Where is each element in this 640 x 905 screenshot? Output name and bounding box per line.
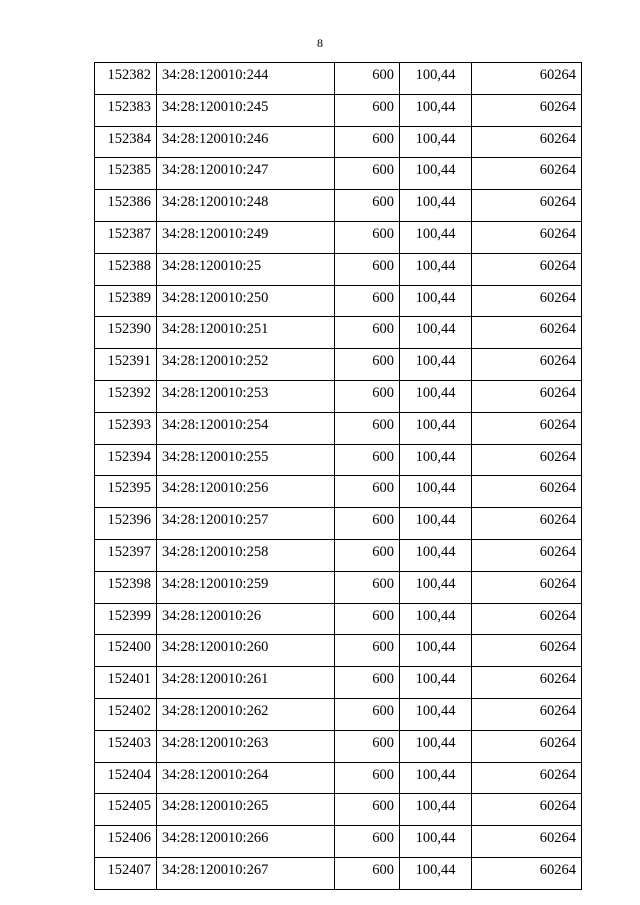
table-row xyxy=(95,317,582,349)
cell-price: 100,44 xyxy=(400,253,472,285)
cell-cadastral-number: 34:28:120010:246 xyxy=(157,126,335,158)
cell-total: 60264 xyxy=(472,349,582,381)
cell-record-id: 152402 xyxy=(95,698,157,730)
cell-total: 60264 xyxy=(472,635,582,667)
cell-price: 100,44 xyxy=(400,508,472,540)
table-row xyxy=(95,635,582,667)
cell-price: 100,44 xyxy=(400,698,472,730)
cell-area: 600 xyxy=(335,508,400,540)
cell-total: 60264 xyxy=(472,63,582,95)
cell-total: 60264 xyxy=(472,221,582,253)
cell-total: 60264 xyxy=(472,794,582,826)
table-row xyxy=(95,730,582,762)
cell-area: 600 xyxy=(335,635,400,667)
cell-cadastral-number: 34:28:120010:256 xyxy=(157,476,335,508)
cell-record-id: 152391 xyxy=(95,349,157,381)
cell-area: 600 xyxy=(335,762,400,794)
cell-area: 600 xyxy=(335,571,400,603)
cell-area: 600 xyxy=(335,826,400,858)
cell-total: 60264 xyxy=(472,476,582,508)
cell-record-id: 152385 xyxy=(95,158,157,190)
table-body xyxy=(95,63,582,890)
cell-price: 100,44 xyxy=(400,285,472,317)
cell-record-id: 152400 xyxy=(95,635,157,667)
cell-area: 600 xyxy=(335,539,400,571)
cell-total: 60264 xyxy=(472,539,582,571)
table-row xyxy=(95,571,582,603)
cell-record-id: 152396 xyxy=(95,508,157,540)
table-row xyxy=(95,94,582,126)
cell-area: 600 xyxy=(335,349,400,381)
cell-total: 60264 xyxy=(472,285,582,317)
table-row xyxy=(95,126,582,158)
cell-record-id: 152387 xyxy=(95,221,157,253)
cell-area: 600 xyxy=(335,126,400,158)
cell-cadastral-number: 34:28:120010:265 xyxy=(157,794,335,826)
cell-price: 100,44 xyxy=(400,667,472,699)
cell-price: 100,44 xyxy=(400,603,472,635)
cell-cadastral-number: 34:28:120010:257 xyxy=(157,508,335,540)
cell-area: 600 xyxy=(335,603,400,635)
cell-record-id: 152399 xyxy=(95,603,157,635)
cell-record-id: 152386 xyxy=(95,190,157,222)
cell-area: 600 xyxy=(335,444,400,476)
cell-record-id: 152389 xyxy=(95,285,157,317)
cell-cadastral-number: 34:28:120010:266 xyxy=(157,826,335,858)
cell-cadastral-number: 34:28:120010:258 xyxy=(157,539,335,571)
cell-area: 600 xyxy=(335,63,400,95)
cell-price: 100,44 xyxy=(400,221,472,253)
cell-area: 600 xyxy=(335,794,400,826)
table-row xyxy=(95,221,582,253)
cell-area: 600 xyxy=(335,317,400,349)
cell-cadastral-number: 34:28:120010:244 xyxy=(157,63,335,95)
table-row xyxy=(95,253,582,285)
table-row xyxy=(95,539,582,571)
cell-total: 60264 xyxy=(472,857,582,889)
cell-area: 600 xyxy=(335,285,400,317)
cell-price: 100,44 xyxy=(400,857,472,889)
cell-cadastral-number: 34:28:120010:254 xyxy=(157,412,335,444)
cell-price: 100,44 xyxy=(400,826,472,858)
cell-area: 600 xyxy=(335,221,400,253)
cell-cadastral-number: 34:28:120010:245 xyxy=(157,94,335,126)
cell-record-id: 152395 xyxy=(95,476,157,508)
cell-cadastral-number: 34:28:120010:267 xyxy=(157,857,335,889)
cell-total: 60264 xyxy=(472,698,582,730)
cell-price: 100,44 xyxy=(400,94,472,126)
table-row xyxy=(95,508,582,540)
cell-cadastral-number: 34:28:120010:264 xyxy=(157,762,335,794)
table-row xyxy=(95,190,582,222)
cell-price: 100,44 xyxy=(400,190,472,222)
cell-cadastral-number: 34:28:120010:259 xyxy=(157,571,335,603)
cell-total: 60264 xyxy=(472,826,582,858)
cell-cadastral-number: 34:28:120010:248 xyxy=(157,190,335,222)
cell-area: 600 xyxy=(335,253,400,285)
cell-total: 60264 xyxy=(472,253,582,285)
cell-cadastral-number: 34:28:120010:260 xyxy=(157,635,335,667)
cell-record-id: 152403 xyxy=(95,730,157,762)
cell-record-id: 152394 xyxy=(95,444,157,476)
cell-total: 60264 xyxy=(472,444,582,476)
table-row xyxy=(95,444,582,476)
cell-cadastral-number: 34:28:120010:255 xyxy=(157,444,335,476)
cell-price: 100,44 xyxy=(400,635,472,667)
cell-record-id: 152382 xyxy=(95,63,157,95)
cell-price: 100,44 xyxy=(400,539,472,571)
cell-record-id: 152393 xyxy=(95,412,157,444)
cell-total: 60264 xyxy=(472,730,582,762)
cell-total: 60264 xyxy=(472,667,582,699)
cell-total: 60264 xyxy=(472,94,582,126)
cell-cadastral-number: 34:28:120010:252 xyxy=(157,349,335,381)
cell-price: 100,44 xyxy=(400,571,472,603)
cell-total: 60264 xyxy=(472,380,582,412)
cell-record-id: 152398 xyxy=(95,571,157,603)
table-row xyxy=(95,762,582,794)
table-row xyxy=(95,826,582,858)
cell-area: 600 xyxy=(335,857,400,889)
table-row xyxy=(95,603,582,635)
cell-record-id: 152397 xyxy=(95,539,157,571)
cell-cadastral-number: 34:28:120010:263 xyxy=(157,730,335,762)
table-row xyxy=(95,667,582,699)
cell-total: 60264 xyxy=(472,603,582,635)
cell-area: 600 xyxy=(335,730,400,762)
cell-total: 60264 xyxy=(472,571,582,603)
cell-price: 100,44 xyxy=(400,762,472,794)
cell-cadastral-number: 34:28:120010:26 xyxy=(157,603,335,635)
cell-price: 100,44 xyxy=(400,126,472,158)
cell-total: 60264 xyxy=(472,762,582,794)
cell-record-id: 152383 xyxy=(95,94,157,126)
cell-record-id: 152388 xyxy=(95,253,157,285)
cell-area: 600 xyxy=(335,667,400,699)
cell-price: 100,44 xyxy=(400,63,472,95)
table-row xyxy=(95,380,582,412)
table-row xyxy=(95,285,582,317)
table-row xyxy=(95,476,582,508)
land-registry-table xyxy=(94,62,582,890)
cell-record-id: 152405 xyxy=(95,794,157,826)
cell-record-id: 152390 xyxy=(95,317,157,349)
cell-record-id: 152401 xyxy=(95,667,157,699)
table-row xyxy=(95,63,582,95)
cell-cadastral-number: 34:28:120010:249 xyxy=(157,221,335,253)
cell-area: 600 xyxy=(335,158,400,190)
cell-record-id: 152406 xyxy=(95,826,157,858)
table-row xyxy=(95,794,582,826)
cell-price: 100,44 xyxy=(400,158,472,190)
cell-area: 600 xyxy=(335,412,400,444)
cell-area: 600 xyxy=(335,94,400,126)
table-row xyxy=(95,349,582,381)
cell-area: 600 xyxy=(335,476,400,508)
page-number: 8 xyxy=(317,36,323,50)
cell-total: 60264 xyxy=(472,317,582,349)
table-row xyxy=(95,158,582,190)
cell-cadastral-number: 34:28:120010:251 xyxy=(157,317,335,349)
cell-record-id: 152404 xyxy=(95,762,157,794)
table-row xyxy=(95,857,582,889)
cell-total: 60264 xyxy=(472,158,582,190)
table-row xyxy=(95,698,582,730)
cell-cadastral-number: 34:28:120010:262 xyxy=(157,698,335,730)
cell-record-id: 152384 xyxy=(95,126,157,158)
cell-cadastral-number: 34:28:120010:250 xyxy=(157,285,335,317)
cell-cadastral-number: 34:28:120010:25 xyxy=(157,253,335,285)
cell-cadastral-number: 34:28:120010:261 xyxy=(157,667,335,699)
cell-record-id: 152407 xyxy=(95,857,157,889)
cell-price: 100,44 xyxy=(400,380,472,412)
cell-price: 100,44 xyxy=(400,317,472,349)
cell-price: 100,44 xyxy=(400,412,472,444)
cell-total: 60264 xyxy=(472,190,582,222)
cell-record-id: 152392 xyxy=(95,380,157,412)
cell-price: 100,44 xyxy=(400,794,472,826)
cell-price: 100,44 xyxy=(400,476,472,508)
cell-total: 60264 xyxy=(472,126,582,158)
table-row xyxy=(95,412,582,444)
cell-area: 600 xyxy=(335,380,400,412)
cell-price: 100,44 xyxy=(400,444,472,476)
cell-cadastral-number: 34:28:120010:247 xyxy=(157,158,335,190)
cell-price: 100,44 xyxy=(400,730,472,762)
cell-total: 60264 xyxy=(472,412,582,444)
cell-cadastral-number: 34:28:120010:253 xyxy=(157,380,335,412)
cell-total: 60264 xyxy=(472,508,582,540)
cell-area: 600 xyxy=(335,698,400,730)
cell-price: 100,44 xyxy=(400,349,472,381)
cell-area: 600 xyxy=(335,190,400,222)
